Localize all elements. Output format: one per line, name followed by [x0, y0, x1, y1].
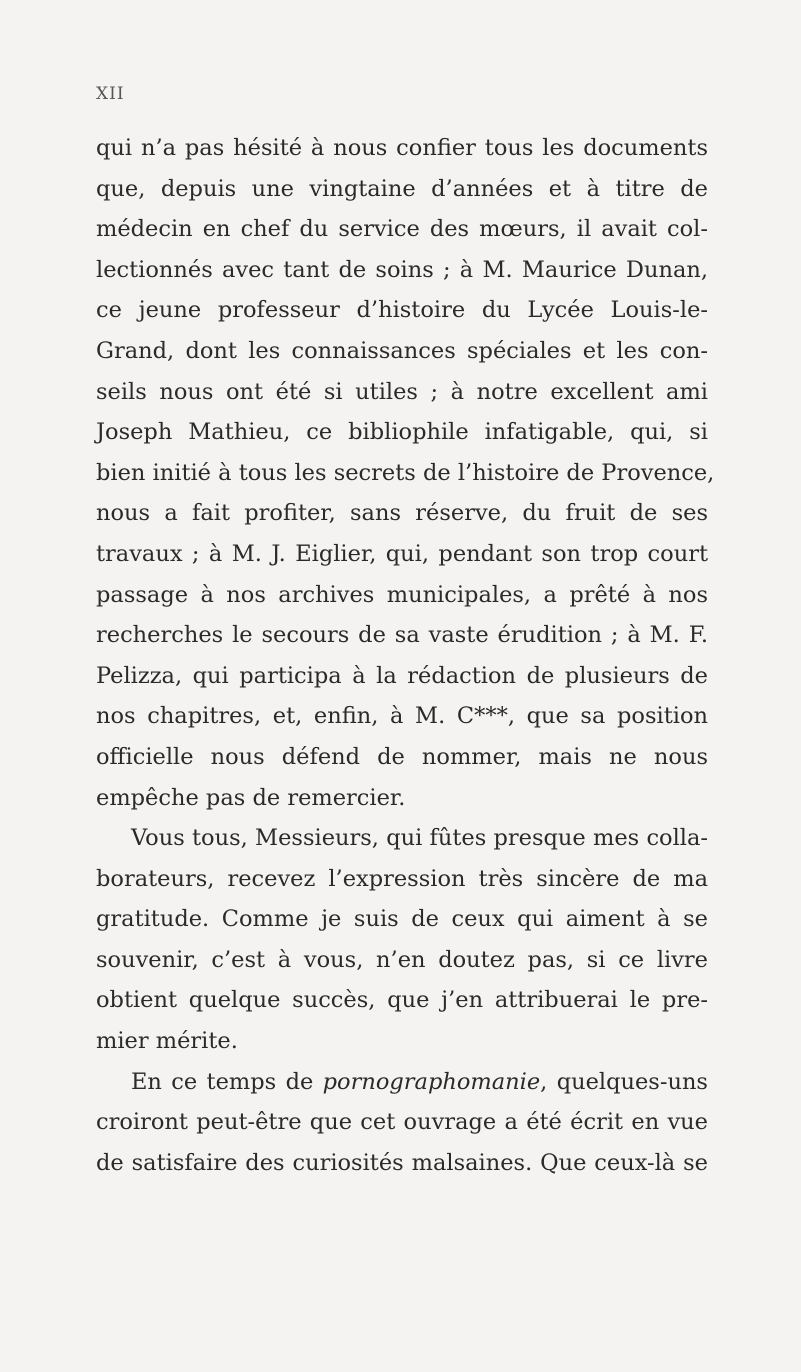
- text-line: Vous tous, Messieurs, qui fûtes presque mes colla-: [131, 825, 708, 852]
- italic-term: pornographomanie: [322, 1068, 541, 1095]
- text-line: officielle nous défend de nommer, mais ne nous: [96, 743, 708, 770]
- text-segment: En ce temps de: [131, 1068, 323, 1095]
- text-line: croiront peut-être que cet ouvrage a été écrit en vue: [96, 1109, 708, 1136]
- text-line: travaux ; à M. J. Eiglier, qui, pendant son trop court: [96, 540, 708, 567]
- text-line: Joseph Mathieu, ce bibliophile infatigable, qui, si: [96, 419, 708, 446]
- paragraph-2: [96, 818, 708, 1062]
- text-line: souvenir, c’est à vous, n’en doutez pas, si ce livre: [96, 946, 708, 973]
- text-line: seils nous ont été si utiles ; à notre excellent ami: [96, 378, 708, 405]
- text-line: médecin en chef du service des mœurs, il avait col-: [96, 216, 708, 243]
- text-line: borateurs, recevez l’expression très sincère de ma: [96, 865, 708, 892]
- body-text: [96, 128, 715, 1183]
- text-line: mier mérite.: [96, 1028, 238, 1055]
- text-segment: , quelques-uns: [540, 1068, 708, 1095]
- paragraph-1: [96, 128, 715, 818]
- text-line: gratitude. Comme je suis de ceux qui aiment à se: [96, 906, 708, 933]
- text-line: lectionnés avec tant de soins ; à M. Maurice Dunan,: [96, 256, 708, 283]
- text-line: nos chapitres, et, enfin, à M. C***, que sa position: [96, 703, 708, 730]
- text-line: de satisfaire des curiosités malsaines. Que ceux-là se: [96, 1149, 708, 1176]
- text-line: passage à nos archives municipales, a prêté à nos: [96, 581, 708, 608]
- text-line: obtient quelque succès, que j’en attribuerai le pre-: [96, 987, 708, 1014]
- text-line: bien initié à tous les secrets de l’histoire de Provence,: [96, 459, 715, 486]
- text-line: [96, 1062, 708, 1103]
- text-line: nous a fait profiter, sans réserve, du fruit de ses: [96, 500, 708, 527]
- text-line: ce jeune professeur d’histoire du Lycée Louis-le-: [96, 297, 708, 324]
- text-line: Pelizza, qui participa à la rédaction de plusieurs de: [96, 662, 708, 689]
- page-number: XII: [96, 84, 125, 104]
- paragraph-3: [96, 1062, 708, 1184]
- text-line: qui n’a pas hésité à nous confier tous les documents: [96, 135, 708, 161]
- text-line: empêche pas de remercier.: [96, 784, 406, 811]
- text-line: que, depuis une vingtaine d’années et à titre de: [96, 175, 708, 202]
- text-line: recherches le secours de sa vaste érudition ; à M. F.: [96, 622, 708, 649]
- text-line: Grand, dont les connaissances spéciales et les con-: [96, 337, 708, 364]
